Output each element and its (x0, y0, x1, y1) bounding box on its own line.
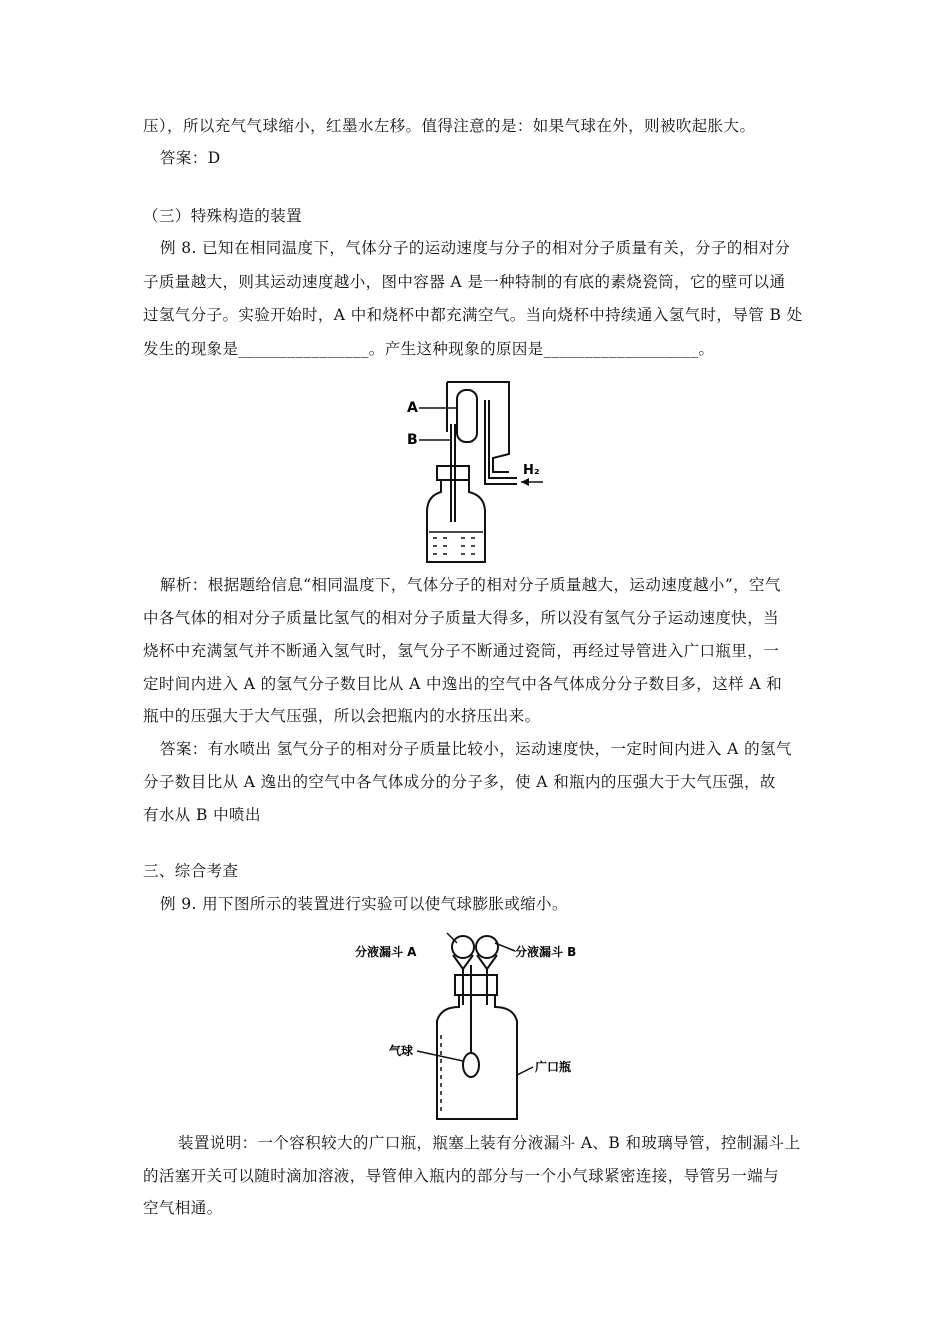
analysis-line: 烧杯中充满氢气并不断通入氢气时，氢气分子不断通过瓷筒，再经过导管进入广口瓶里，一 (143, 642, 780, 660)
label-balloon: 气球 (389, 1044, 414, 1058)
description-line: 的活塞开关可以随时滴加溶液，导管伸入瓶内的部分与一个小气球紧密连接，导管另一端与 (143, 1167, 780, 1185)
description-line: 空气相通。 (143, 1199, 223, 1217)
question-line: 发生的现象是________________。产生这种现象的原因是___________________。 (143, 340, 715, 358)
label-funnel-a: 分液漏斗 A (355, 945, 417, 959)
porous-cup-apparatus-figure (405, 372, 555, 568)
question-line: 例 8. 已知在相同温度下，气体分子的运动速度与分子的相对分子质量有关，分子的相对分 (160, 239, 791, 257)
label-funnel-b: 分液漏斗 B (515, 945, 577, 959)
analysis-line: 中各气体的相对分子质量比氢气的相对分子质量大得多，所以没有氢气分子运动速度快，当 (143, 609, 780, 627)
answer-line: 有水从 B 中喷出 (143, 806, 261, 824)
label-bottle: 广口瓶 (535, 1060, 572, 1074)
answer-line: 分子数目比从 A 逸出的空气中各气体成分的分子多，使 A 和瓶内的压强大于大气压强，故 (143, 773, 776, 791)
label-a: A (407, 400, 418, 416)
label-h2: H₂ (523, 463, 540, 478)
question-line: 过氢气分子。实验开始时，A 中和烧杯中都充满空气。当向烧杯中持续通入氢气时，导管 B 处 (143, 306, 803, 324)
answer-line: 答案：D (160, 149, 221, 167)
question-line: 例 9. 用下图所示的装置进行实验可以使气球膨胀或缩小。 (160, 895, 568, 913)
answer-line: 答案：有水喷出 氢气分子的相对分子质量比较小，运动速度快，一定时间内进入 A 的氢气 (160, 740, 792, 758)
analysis-line: 定时间内进入 A 的氢气分子数目比从 A 中逸出的空气中各气体成分分子数目多，这样 A 和 (143, 675, 783, 693)
label-b: B (407, 432, 418, 448)
section-heading: 三、综合考查 (143, 862, 239, 880)
analysis-line: 瓶中的压强大于大气压强，所以会把瓶内的水挤压出来。 (143, 707, 541, 725)
paragraph-line: 压），所以充气气球缩小，红墨水左移。值得注意的是：如果气球在外，则被吹起胀大。 (143, 117, 756, 135)
section-heading: （三）特殊构造的装置 (143, 207, 303, 225)
question-line: 子质量越大，则其运动速度越小，图中容器 A 是一种特制的有底的素烧瓷筒，它的壁可以通 (143, 273, 786, 291)
balloon-bottle-apparatus-figure (355, 925, 600, 1125)
description-line: 装置说明：一个容积较大的广口瓶，瓶塞上装有分液漏斗 A、B 和玻璃导管，控制漏斗上 (178, 1134, 801, 1152)
analysis-line: 解析：根据题给信息“相同温度下，气体分子的相对分子质量越大，运动速度越小”，空气 (160, 576, 781, 594)
